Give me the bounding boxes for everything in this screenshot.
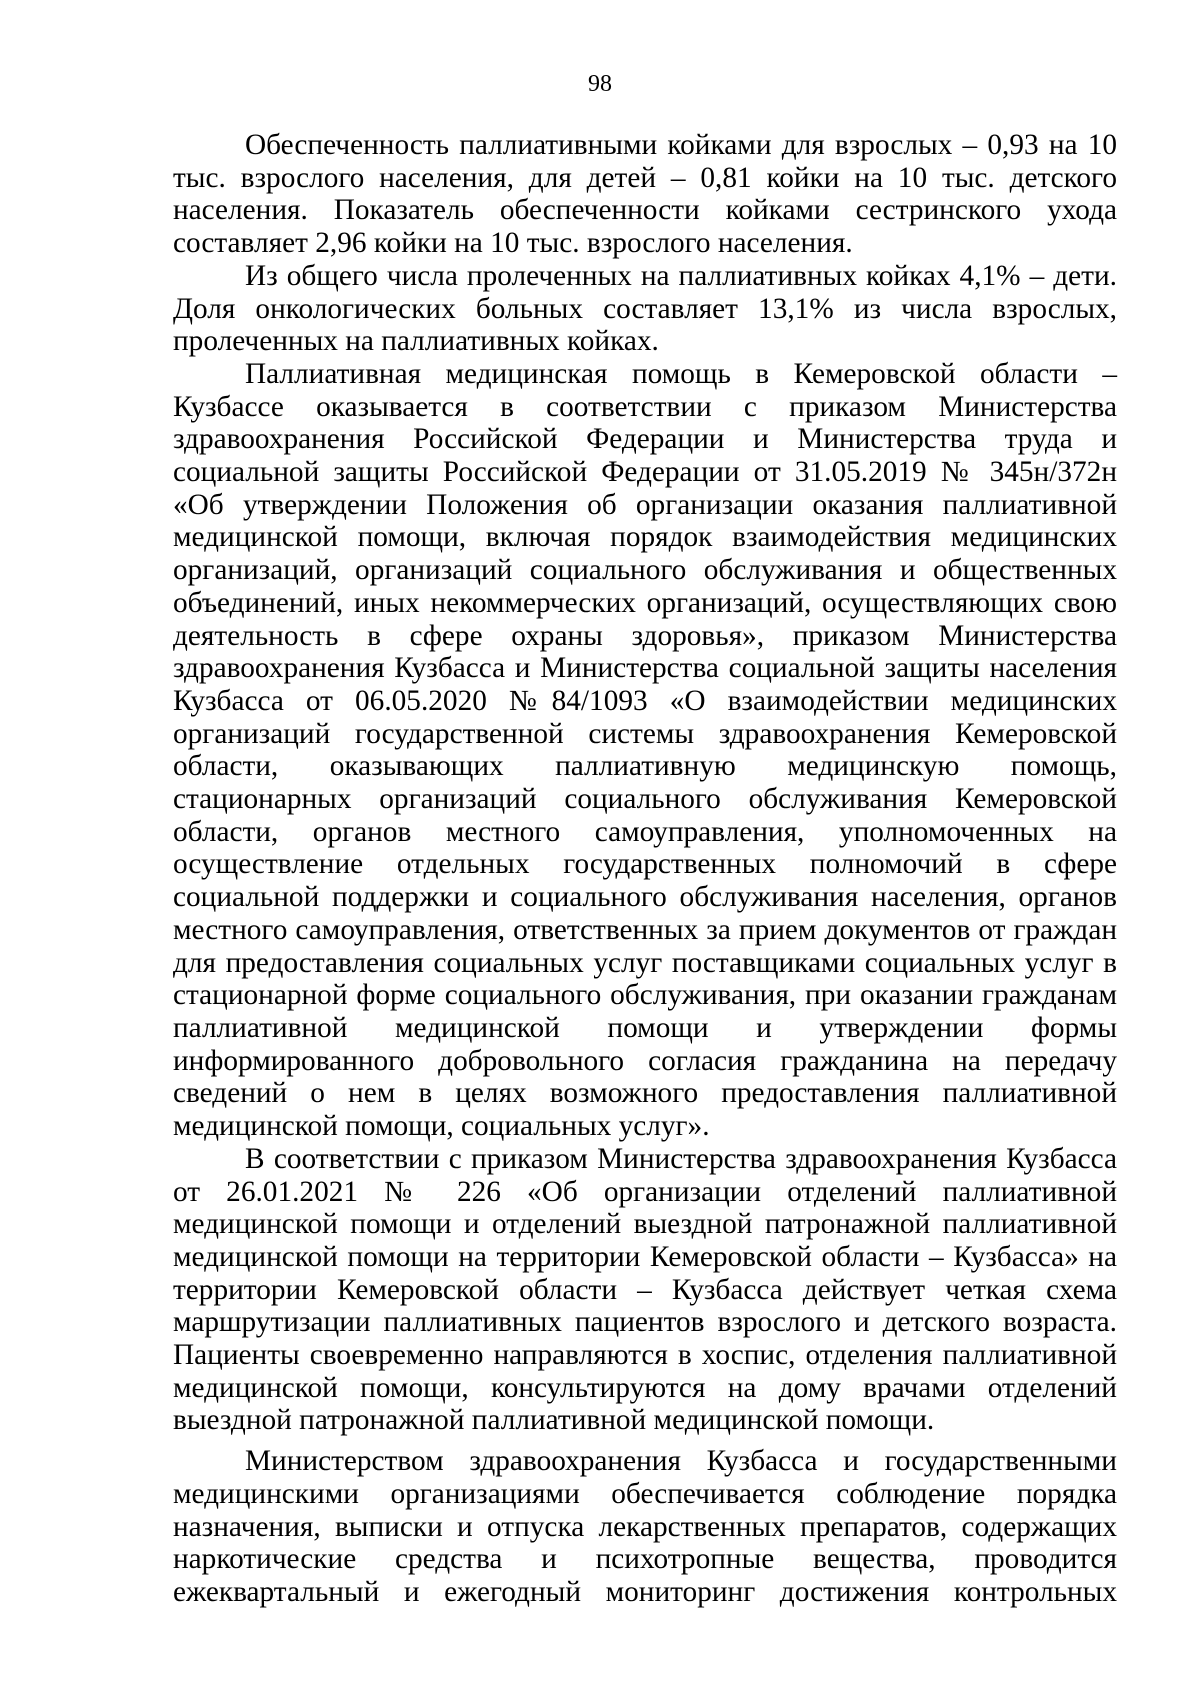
page-number: 98 [588, 71, 612, 97]
paragraph-bed-provision: Обеспеченность паллиативными койками для взрослых – 0,93 на 10 тыс. взрослого населения, для детей – 0,81 койки на 10 тыс. детского населения. Показатель обеспеченности койками сестринского ухода составляет 2,96 койки на 10 тыс. взрослого населения. [173, 129, 1117, 260]
paragraph-legal-basis: Паллиативная медицинская помощь в Кемеровской области – Кузбассе оказывается в соответствии с приказом Министерства здравоохранения Российской Федерации и Министерства труда и социальной защиты Российской Федерации от 31.05.2019 № 345н/372н «Об утверждении Положения об организации оказания паллиативной медицинской помощи, включая порядок взаимодействия медицинских организаций, организаций социального обслуживания и общественных объединений, иных некоммерческих организаций, осуществляющих свою деятельность в сфере охраны здоровья», приказом Министерства здравоохранения Кузбасса и Министерства социальной защиты населения Кузбасса от 06.05.2020 №84/1093 «О взаимодействии медицинских организаций государственной системы здравоохранения Кемеровской области, оказывающих паллиативную медицинскую помощь, стационарных организаций социального обслуживания Кемеровской области, органов местного самоуправления, уполномоченных на осуществление отдельных государственных полномочий в сфере социальной поддержки и социального обслуживания населения, органов местного самоуправления, ответственных за прием документов от граждан для предоставления социальных услуг поставщиками социальных услуг в стационарной форме социального обслуживания, при оказании гражданам паллиативной медицинской помощи и утверждении формы информированного добровольного согласия гражданина на передачу сведений о нем в целях возможного предоставления паллиативной медицинской помощи, социальных услуг». [173, 357, 1117, 1143]
paragraph-treated-patients: Из общего числа пролеченных на паллиативных койках 4,1% – дети. Доля онкологических больных составляет 13,1% из числа взрослых, пролеченных на паллиативных койках. [173, 259, 1117, 358]
document-body [173, 129, 1117, 1609]
paragraph-narcotic-drugs: Министерством здравоохранения Кузбасса и государственными медицинскими организациями обеспечивается соблюдение порядка назначения, выписки и отпуска лекарственных препаратов, содержащих наркотические средства и психотропные вещества, проводится ежеквартальный и ежегодный мониторинг достижения контрольных [173, 1445, 1117, 1608]
paragraph-routing-scheme: В соответствии с приказом Министерства здравоохранения Кузбасса от 26.01.2021 № 226 «Об организации отделений паллиативной медицинской помощи и отделений выездной патронажной паллиативной медицинской помощи на территории Кемеровской области – Кузбасса» на территории Кемеровской области – Кузбасса действует четкая схема маршрутизации паллиативных пациентов взрослого и детского возраста. Пациенты своевременно направляются в хоспис, отделения паллиативной медицинской помощи, консультируются на дому врачами отделений выездной патронажной паллиативной медицинской помощи. [173, 1142, 1117, 1437]
